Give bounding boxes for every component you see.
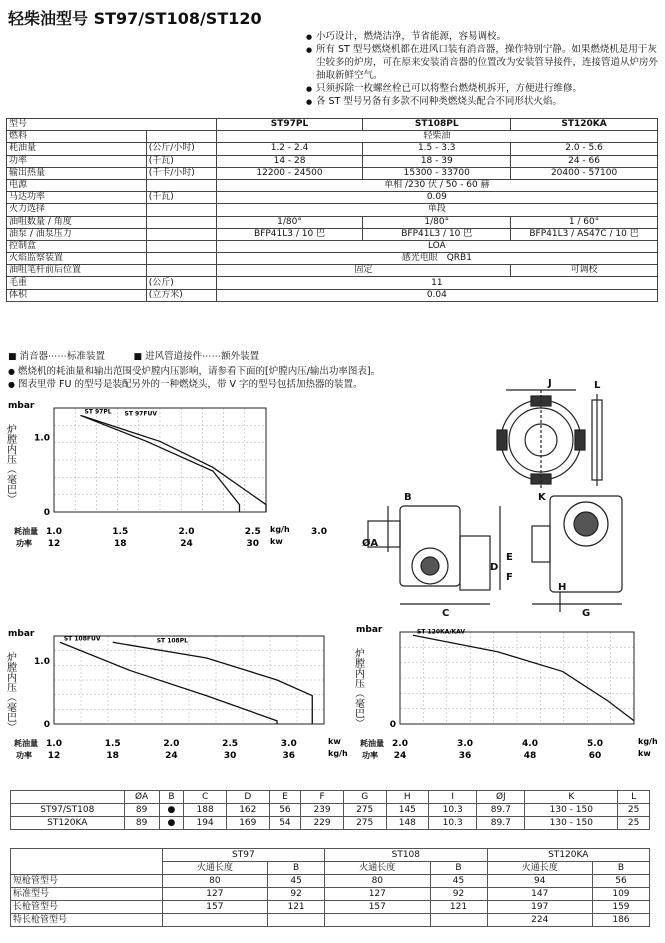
x-tick-label: 2.0 — [163, 739, 180, 749]
spec-value: BFP41L3 / AS47C / 10 巴 — [511, 228, 658, 240]
label-f: F — [506, 572, 513, 583]
dim-cell: 130 - 150 — [525, 804, 618, 817]
spec-row — [7, 155, 658, 167]
x2-tick-label: 60 — [588, 751, 602, 761]
dim-cell: 89.7 — [477, 804, 525, 817]
dim-header: F — [301, 791, 344, 804]
y-axis-label: 炉膛内压（毫巴） — [4, 652, 16, 732]
spec-value: 单段 — [216, 204, 657, 216]
y-tick-label: 0 — [43, 720, 50, 730]
x2-tick-label: 36 — [282, 751, 296, 761]
gun-subheader: 火通长度 — [487, 862, 592, 875]
spec-value: 11 — [216, 277, 657, 289]
feature-item: ● 小巧设计，燃烧洁净，节省能源，容易调校。 — [306, 30, 662, 43]
x-unit: kg/h — [638, 737, 658, 746]
gun-cell: 147 — [487, 888, 592, 901]
spec-value: 可调校 — [511, 265, 658, 277]
gun-cell — [268, 914, 325, 927]
series-label: ST 97PL — [84, 408, 112, 416]
dim-row — [11, 817, 650, 830]
spec-value: 感光电眼 QRB1 — [216, 253, 657, 265]
x-tick-label: 2.5 — [222, 739, 239, 749]
spec-row — [7, 289, 658, 301]
spec-row — [7, 192, 658, 204]
spec-row — [7, 131, 658, 143]
spec-label: 油咀数量 / 角度 — [7, 216, 147, 228]
gun-cell — [325, 914, 430, 927]
y-unit: mbar — [356, 625, 383, 635]
chart-st120 — [352, 610, 662, 786]
gun-row — [11, 888, 650, 901]
spec-label: 毛重 — [7, 277, 147, 289]
spec-value: 1/80° — [363, 216, 511, 228]
gun-cell: 186 — [592, 914, 649, 927]
gun-cell: 92 — [268, 888, 325, 901]
gun-subheader: B — [268, 862, 325, 875]
gun-cell: 45 — [268, 875, 325, 888]
page-title: 轻柴油型号 ST97/ST108/ST120 — [8, 9, 262, 28]
x-tick-label: 5.0 — [587, 739, 603, 749]
x-tick-label: 1.0 — [46, 739, 62, 749]
dim-cell: 239 — [301, 804, 344, 817]
x-tick-label: 1.0 — [46, 527, 62, 537]
x2-tick-label: 12 — [47, 751, 61, 761]
x2-tick-label: 24 — [393, 751, 407, 761]
dim-header: ØJ — [477, 791, 525, 804]
x-unit: kg/h — [270, 525, 290, 534]
gun-group-header: ST108 — [325, 849, 487, 862]
dim-header: D — [226, 791, 269, 804]
gun-label: 长枪管型号 — [11, 901, 163, 914]
dim-header: I — [429, 791, 477, 804]
series-label: ST 108PL — [156, 637, 188, 645]
spec-row — [7, 179, 658, 191]
x2-unit: kg/h — [328, 749, 348, 758]
spec-value: 1.5 - 3.3 — [363, 143, 511, 155]
gun-cell: 45 — [430, 875, 487, 888]
y-tick-label: 0 — [389, 720, 396, 730]
gun-cell: 94 — [487, 875, 592, 888]
series-line — [113, 642, 313, 724]
legend-muffler: ■ 消音器⋯⋯标准装置 — [8, 351, 105, 362]
label-b: B — [404, 492, 412, 503]
label-d: D — [490, 562, 499, 573]
spec-value: BFP41L3 / 10 巴 — [363, 228, 511, 240]
x-tick-label: 2.0 — [392, 739, 408, 749]
spec-unit: (千瓦) — [146, 155, 216, 167]
x-tick-label: 2.0 — [178, 527, 195, 537]
x2-tick-label: 48 — [523, 751, 537, 761]
spec-label: 火力选择 — [7, 204, 147, 216]
dim-cell: 148 — [386, 817, 429, 830]
x2-axis-label: 功率 — [362, 751, 378, 760]
x2-tick-label: 18 — [106, 751, 119, 761]
gun-group-header: ST120KA — [487, 849, 649, 862]
spec-label: 油咀笔杆前后位置 — [7, 265, 147, 277]
gun-subheader: 火通长度 — [162, 862, 267, 875]
dim-header: C — [184, 791, 227, 804]
dim-cell: 169 — [226, 817, 269, 830]
gun-label: 标准型号 — [11, 888, 163, 901]
dim-cell: 25 — [618, 804, 650, 817]
spec-label: 油泵 / 油泵压力 — [7, 228, 147, 240]
dim-cell: 194 — [184, 817, 227, 830]
gun-cell: 56 — [592, 875, 649, 888]
x2-tick-label: 12 — [47, 539, 61, 549]
y-tick-label: 1.0 — [34, 657, 50, 668]
dim-header: L — [618, 791, 650, 804]
dim-cell: ● — [159, 804, 184, 817]
flange-side-view — [592, 394, 602, 486]
spec-header-cell: ST120KA — [511, 119, 658, 131]
spec-header-cell: 型号 — [7, 119, 217, 131]
spec-unit: (千瓦) — [146, 192, 216, 204]
spec-unit — [146, 228, 216, 240]
gun-label: 短枪管型号 — [11, 875, 163, 888]
spec-row — [7, 167, 658, 179]
y-unit: mbar — [8, 629, 35, 639]
gun-length-table — [10, 848, 650, 927]
spec-value: 2.0 - 5.6 — [511, 143, 658, 155]
x-axis-label: 耗油量 — [360, 739, 384, 748]
x2-tick-label: 18 — [113, 539, 127, 549]
spec-value: 15300 - 33700 — [363, 167, 511, 179]
flange-front-view — [497, 390, 585, 490]
spec-label: 电源 — [7, 179, 147, 191]
spec-unit: (立方米) — [146, 289, 216, 301]
burner-front-view — [532, 496, 622, 612]
spec-value: 14 - 28 — [216, 155, 363, 167]
dim-cell: 89 — [124, 804, 159, 817]
spec-table — [6, 118, 658, 302]
spec-unit — [146, 204, 216, 216]
label-h: H — [558, 582, 567, 593]
spec-value: 18 - 39 — [363, 155, 511, 167]
feature-list — [306, 30, 662, 108]
series-label: ST 97FUV — [124, 410, 157, 418]
x2-unit: kw — [638, 749, 651, 758]
y-unit: mbar — [8, 401, 35, 411]
gun-cell: 80 — [325, 875, 430, 888]
gun-cell: 157 — [325, 901, 430, 914]
series-line — [81, 415, 267, 512]
gun-cell: 121 — [430, 901, 487, 914]
spec-value: 单相 /230 伏 / 50 - 60 赫 — [216, 179, 657, 191]
gun-subheader: B — [592, 862, 649, 875]
dim-header — [11, 791, 125, 804]
note-item: ● 燃烧机的耗油量和输出范围受炉膛内压影响，请参看下面的[炉膛内压/输出功率图表]。 — [8, 365, 468, 379]
dim-cell: 25 — [618, 817, 650, 830]
dim-cell: 229 — [301, 817, 344, 830]
dim-cell: ST97/ST108 — [11, 804, 125, 817]
dimension-drawings — [360, 376, 660, 619]
chart-st108 — [4, 624, 349, 784]
y-tick-label: 0 — [43, 508, 50, 518]
spec-value: 12200 - 24500 — [216, 167, 363, 179]
dim-cell: 89.7 — [477, 817, 525, 830]
spec-value: 0.04 — [216, 289, 657, 301]
spec-value: BFP41L3 / 10 巴 — [216, 228, 363, 240]
y-axis-label: 炉膛内压（毫巴） — [4, 424, 16, 504]
spec-row — [7, 216, 658, 228]
dim-header: H — [386, 791, 429, 804]
spec-unit — [146, 179, 216, 191]
label-e: E — [506, 552, 513, 563]
dimension-table — [10, 790, 650, 830]
label-a: ØA — [362, 538, 379, 549]
spec-value: 24 - 66 — [511, 155, 658, 167]
dim-cell: 145 — [386, 804, 429, 817]
gun-label: 特长枪管型号 — [11, 914, 163, 927]
x-axis-label: 耗油量 — [14, 527, 38, 536]
x-axis-label: 耗油量 — [14, 739, 38, 748]
legend-duct: ■ 进风管道接件⋯⋯额外装置 — [134, 351, 260, 362]
x-tick-label: 2.5 — [244, 527, 261, 537]
note-item: ● 图表里带 FU 的型号是装配另外的一种燃烧头，带 V 字的型号包括加热器的装置。 — [8, 378, 468, 392]
spec-row — [7, 204, 658, 216]
spec-row — [7, 265, 658, 277]
gun-cell: 197 — [487, 901, 592, 914]
spec-header-row — [7, 119, 658, 131]
spec-unit — [146, 216, 216, 228]
gun-subheader: 火通长度 — [325, 862, 430, 875]
spec-label: 耗油量 — [7, 143, 147, 155]
series-label: ST 108FUV — [63, 635, 101, 643]
dim-cell: 10.3 — [429, 804, 477, 817]
dim-header: G — [343, 791, 386, 804]
spec-value: 1.2 - 2.4 — [216, 143, 363, 155]
spec-unit: (公斤) — [146, 277, 216, 289]
spec-label: 体积 — [7, 289, 147, 301]
x2-axis-label: 功率 — [16, 751, 32, 760]
label-k: K — [538, 492, 546, 503]
dim-cell: ST120KA — [11, 817, 125, 830]
feature-item: ● 各 ST 型号另备有多款不同种类燃烧头配合不同形状火焰。 — [306, 95, 662, 108]
dim-cell: 275 — [343, 817, 386, 830]
burner-side-view — [368, 506, 500, 604]
x2-unit: kw — [270, 537, 283, 546]
gun-cell: 224 — [487, 914, 592, 927]
dim-cell: 275 — [343, 804, 386, 817]
spec-value: 1 / 60° — [511, 216, 658, 228]
spec-label: 马达功率 — [7, 192, 147, 204]
spec-label: 控制盒 — [7, 240, 147, 252]
spec-header-cell: ST97PL — [216, 119, 363, 131]
spec-value: 轻柴油 — [216, 131, 657, 143]
gun-subheader: B — [430, 862, 487, 875]
gun-row — [11, 875, 650, 888]
spec-row — [7, 253, 658, 265]
gun-row — [11, 901, 650, 914]
y-axis-label: 炉膛内压（毫巴） — [352, 648, 364, 728]
x2-tick-label: 36 — [458, 751, 472, 761]
gun-cell: 127 — [325, 888, 430, 901]
spec-row — [7, 277, 658, 289]
x2-tick-label: 30 — [246, 539, 260, 549]
spec-label: 火焰监察装置 — [7, 253, 147, 265]
x2-tick-label: 24 — [165, 751, 178, 761]
dim-cell: 162 — [226, 804, 269, 817]
series-line — [60, 642, 277, 724]
dim-cell: 188 — [184, 804, 227, 817]
spec-unit — [146, 253, 216, 265]
dim-cell: 54 — [269, 817, 301, 830]
gun-cell: 80 — [162, 875, 267, 888]
dim-header: K — [525, 791, 618, 804]
spec-value: 1/80° — [216, 216, 363, 228]
dim-header: ØA — [124, 791, 159, 804]
label-j: J — [548, 378, 552, 389]
x2-axis-label: 功率 — [16, 539, 32, 548]
gun-cell: 127 — [162, 888, 267, 901]
spec-unit — [146, 131, 216, 143]
dim-header: E — [269, 791, 301, 804]
dim-cell: 10.3 — [429, 817, 477, 830]
spec-label: 输出热量 — [7, 167, 147, 179]
spec-unit — [146, 240, 216, 252]
dim-header: B — [159, 791, 184, 804]
label-c: C — [442, 608, 450, 619]
x2-tick-label: 30 — [223, 751, 237, 761]
x-tick-label: 1.5 — [112, 527, 129, 537]
dim-row — [11, 804, 650, 817]
gun-cell: 157 — [162, 901, 267, 914]
chart-st97 — [4, 396, 327, 566]
spec-value: 固定 — [216, 265, 510, 277]
spec-header-cell: ST108PL — [363, 119, 511, 131]
gun-cell — [162, 914, 267, 927]
x-tick-label: 3.0 — [457, 739, 473, 749]
feature-item: ● 所有 ST 型号燃烧机都在进风口装有消音器，操作特别宁静。如果燃烧机是用于灰尘较多的炉房，可在原来安装消音器的位置改为安装管导接件，连接管道从炉房外抽取新鲜空气。 — [306, 43, 662, 82]
dim-cell: ● — [159, 817, 184, 830]
x2-tick-label: 24 — [180, 539, 193, 549]
feature-item: ● 只须拆除一枚螺丝栓已可以将整台燃烧机拆开，方便进行维修。 — [306, 82, 662, 95]
label-g: G — [582, 608, 591, 619]
spec-label: 功率 — [7, 155, 147, 167]
spec-row — [7, 240, 658, 252]
series-label: ST 120KA/KAV — [417, 628, 466, 636]
dim-cell: 130 - 150 — [525, 817, 618, 830]
y-tick-label: 1.0 — [34, 433, 50, 444]
gun-cell: 109 — [592, 888, 649, 901]
gun-cell: 92 — [430, 888, 487, 901]
spec-value: 20400 - 57100 — [511, 167, 658, 179]
dim-cell: 89 — [124, 817, 159, 830]
gun-cell: 121 — [268, 901, 325, 914]
spec-unit: (千卡/小时) — [146, 167, 216, 179]
x-tick-label: 1.5 — [104, 739, 121, 749]
spec-row — [7, 143, 658, 155]
x-tick-label: 4.0 — [522, 739, 538, 749]
gun-group-header: ST97 — [162, 849, 324, 862]
spec-label: 燃料 — [7, 131, 147, 143]
spec-value: LOA — [216, 240, 657, 252]
spec-row — [7, 228, 658, 240]
label-l: L — [594, 380, 601, 391]
spec-unit — [146, 265, 216, 277]
spec-unit: (公斤/小时) — [146, 143, 216, 155]
dim-cell: 56 — [269, 804, 301, 817]
x-tick-label: 3.0 — [280, 739, 297, 749]
gun-row — [11, 914, 650, 927]
gun-cell: 159 — [592, 901, 649, 914]
spec-value: 0.09 — [216, 192, 657, 204]
gun-cell — [430, 914, 487, 927]
x-tick-label: 3.0 — [311, 527, 327, 537]
x-unit: kw — [328, 737, 341, 746]
